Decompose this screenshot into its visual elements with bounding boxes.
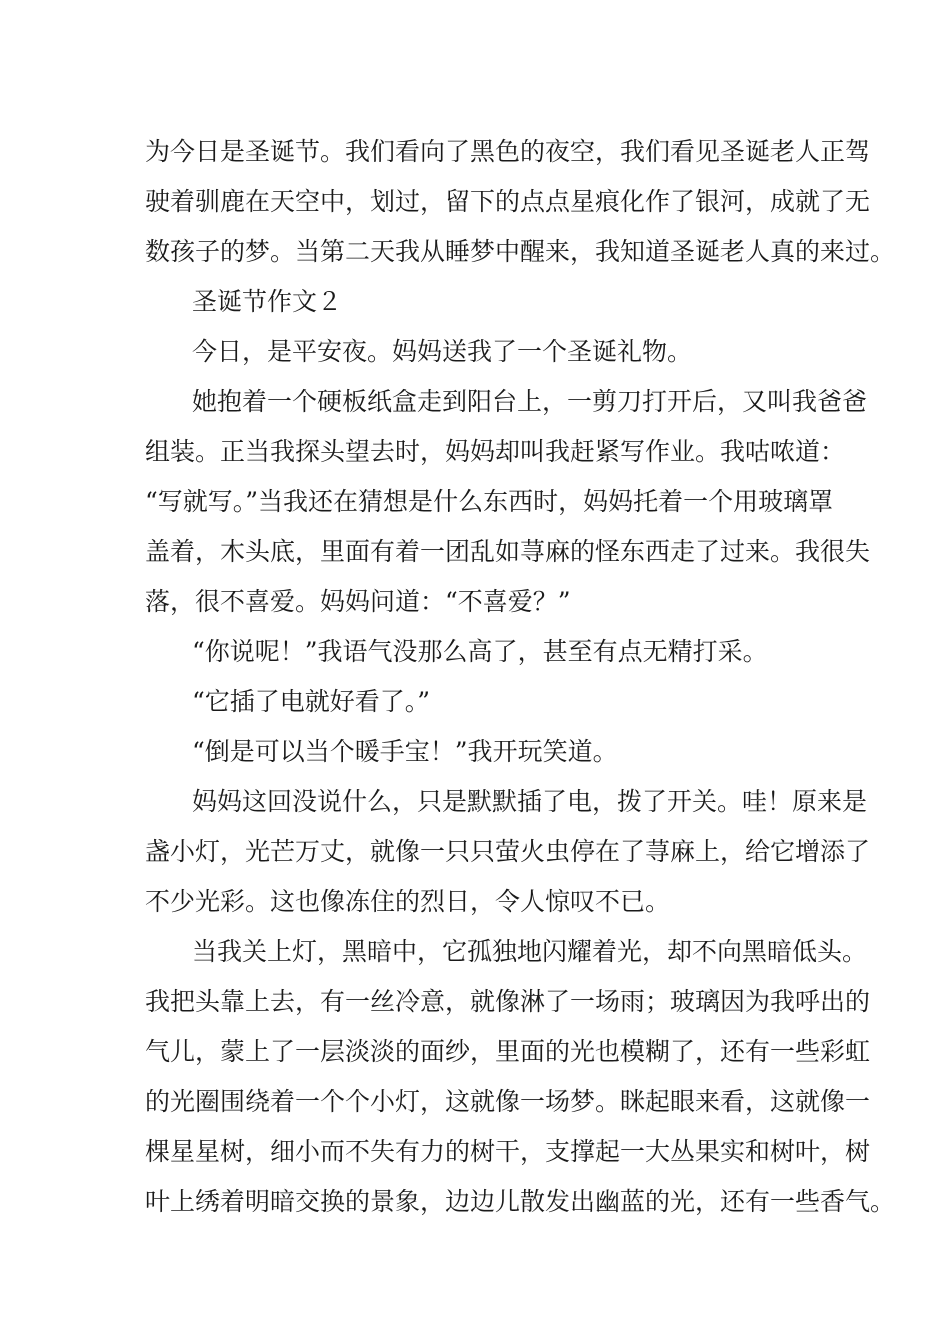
text-line: 盏小灯，光芒万丈，就像一只只萤火虫停在了荨麻上，给它增添了 (145, 837, 871, 866)
text-line: “写就写。”当我还在猜想是什么东西时，妈妈托着一个用玻璃罩 (145, 487, 834, 516)
text-line: 叶上绣着明暗交换的景象，边边儿散发出幽蓝的光，还有一些香气。 (145, 1187, 896, 1216)
text-line: 妈妈这回没说什么，只是默默插了电，拨了开关。哇！原来是 (192, 787, 868, 816)
text-line: 当我关上灯，黑暗中，它孤独地闪耀着光，却不向黑暗低头。 (192, 937, 868, 966)
text-line: 盖着，木头底，里面有着一团乱如荨麻的怪东西走了过来。我很失 (145, 537, 871, 566)
text-line: 驶着驯鹿在天空中，划过，留下的点点星痕化作了银河，成就了无 (145, 187, 871, 216)
text-line: “倒是可以当个暖手宝！”我开玩笑道。 (192, 737, 618, 766)
text-line: 不少光彩。这也像冻住的烈日，令人惊叹不已。 (145, 887, 671, 916)
text-line: 组装。正当我探头望去时，妈妈却叫我赶紧写作业。我咕哝道： (145, 437, 846, 466)
text-line: 她抱着一个硬板纸盒走到阳台上，一剪刀打开后，又叫我爸爸 (192, 387, 868, 416)
text-line: 为今日是圣诞节。我们看向了黑色的夜空，我们看见圣诞老人正驾 (145, 137, 871, 166)
text-line: 落，很不喜爱。妈妈问道：“不喜爱？” (145, 587, 571, 616)
text-line: 气儿，蒙上了一层淡淡的面纱，里面的光也模糊了，还有一些彩虹 (145, 1037, 871, 1066)
text-line: “它插了电就好看了。” (192, 687, 431, 716)
section-heading: 圣诞节作文２ (192, 287, 343, 316)
text-line: 棵星星树，细小而不失有力的树干，支撑起一大丛果实和树叶，树 (145, 1137, 871, 1166)
text-line: 今日，是平安夜。妈妈送我了一个圣诞礼物。 (192, 337, 693, 366)
text-line: 数孩子的梦。当第二天我从睡梦中醒来，我知道圣诞老人真的来过。 (145, 237, 896, 266)
text-line: 的光圈围绕着一个个小灯，这就像一场梦。眯起眼来看，这就像一 (145, 1087, 871, 1116)
text-line: “你说呢！”我语气没那么高了，甚至有点无精打采。 (192, 637, 768, 666)
text-line: 我把头靠上去，有一丝冷意，就像淋了一场雨；玻璃因为我呼出的 (145, 987, 871, 1016)
